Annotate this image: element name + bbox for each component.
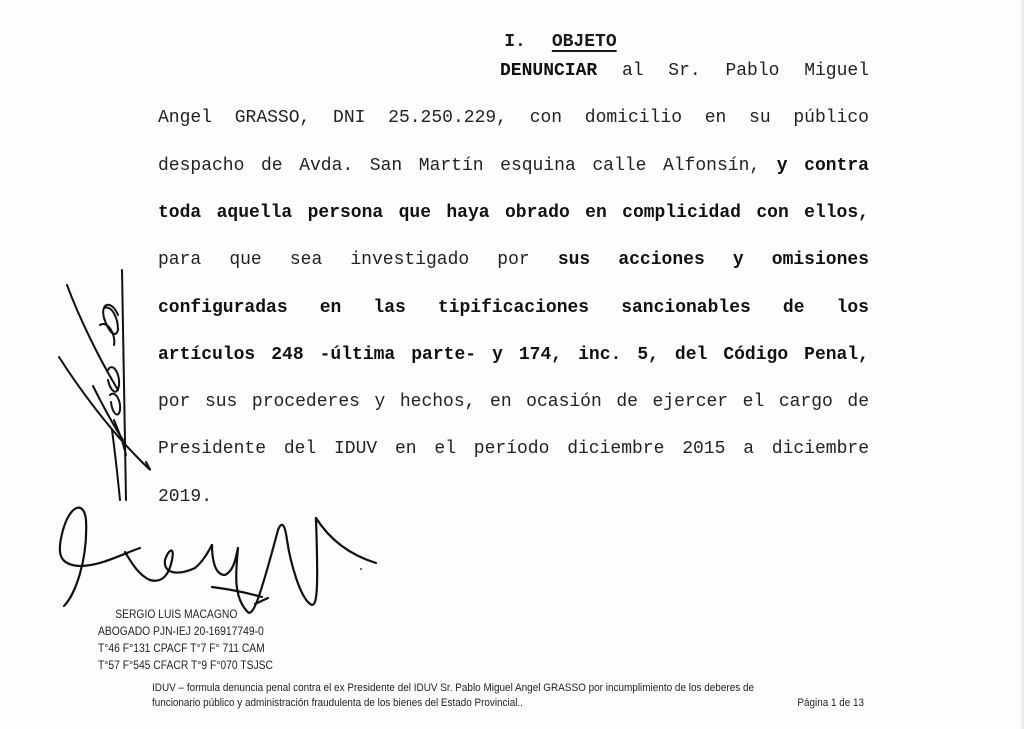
body-word: y — [492, 344, 503, 365]
body-word: procederes — [251, 392, 360, 413]
body-word: período — [473, 439, 550, 460]
body-word: con — [756, 202, 789, 223]
body-word: diciembre — [771, 439, 869, 460]
body-word: sancionables — [621, 297, 751, 318]
body-word: 174, — [518, 344, 563, 365]
body-word: su — [749, 108, 771, 129]
body-word: ellos, — [804, 202, 869, 223]
body-word: IDUV — [334, 439, 378, 460]
body-word: de — [616, 392, 638, 413]
body-word: al — [621, 61, 644, 81]
body-word: aquella — [216, 202, 293, 223]
body-word: y — [374, 392, 386, 413]
body-word: 2015 — [682, 439, 726, 460]
body-word: en — [319, 297, 342, 318]
body-word: DNI — [333, 108, 366, 129]
body-word: GRASSO, — [234, 108, 311, 129]
footer-description-line-2: funcionario público y administración fraudulenta de los bienes del Estado Provincial.. — [152, 697, 523, 709]
body-word: domicilio — [584, 108, 683, 129]
body-word: -última — [319, 344, 396, 365]
body-word: para — [158, 250, 202, 271]
body-word: en — [490, 392, 512, 413]
body-word: que — [229, 250, 262, 271]
body-word: obrado — [504, 202, 570, 223]
body-word: por — [497, 250, 530, 271]
body-word: que — [398, 202, 431, 223]
section-number: I. — [504, 32, 526, 52]
body-word: en — [585, 202, 607, 223]
body-word: ejercer — [652, 392, 729, 413]
section-title: OBJETO — [551, 32, 617, 52]
body-word: investigado — [350, 250, 470, 271]
body-word: complicidad — [622, 202, 741, 223]
body-word: Código — [723, 344, 789, 365]
body-word: Presidente — [158, 439, 267, 460]
body-word: Miguel — [804, 61, 869, 81]
body-word: las — [373, 297, 406, 318]
body-word: Penal, — [804, 344, 869, 365]
body-word: 248 — [271, 344, 304, 365]
page-number: Página 1 de 13 — [797, 697, 864, 709]
lawyer-credentials-2: T°57 F°545 CFACR T°9 F°070 TSJSC — [98, 658, 274, 672]
body-word: diciembre — [567, 439, 665, 460]
body-word: parte- — [411, 344, 477, 365]
body-word: 25.250.229, — [388, 108, 507, 129]
body-word: sus — [204, 392, 238, 413]
body-word: y — [776, 155, 788, 176]
lawyer-credentials-1: T°46 F°131 CPACF T°7 F° 711 CAM — [98, 641, 265, 655]
body-word: contra — [804, 155, 869, 176]
body-word: DENUNCIAR — [500, 61, 598, 81]
body-word: en — [395, 439, 417, 460]
body-word: Alfonsín, — [662, 155, 761, 176]
body-word: esquina — [500, 155, 576, 176]
body-word: Pablo — [725, 61, 780, 81]
body-word: San — [369, 155, 403, 176]
body-word: de — [261, 155, 283, 176]
lawyer-name: SERGIO LUIS MACAGNO — [115, 607, 238, 621]
body-word: despacho — [158, 155, 245, 176]
body-word: omisiones — [771, 250, 869, 271]
footer-description-line-1: IDUV – formula denuncia penal contra el ex Presidente del IDUV Sr. Pablo Miguel Angel GRASSO por incumplimiento de los deberes de — [152, 682, 755, 694]
signature-block — [98, 606, 273, 674]
body-word: del — [283, 439, 317, 460]
body-word: Martín — [418, 155, 484, 176]
body-word: de — [847, 392, 869, 413]
body-word: por — [158, 392, 191, 413]
body-word: el — [742, 392, 765, 413]
body-word: toda — [158, 202, 202, 223]
body-word: con — [529, 108, 563, 129]
body-word: hechos, — [399, 392, 476, 413]
body-word: 5, — [637, 344, 659, 365]
body-word: Angel — [158, 108, 213, 129]
body-word: inc. — [578, 344, 622, 365]
body-word: ocasión — [526, 392, 602, 413]
body-word: público — [793, 108, 869, 129]
body-word: tipificaciones — [437, 297, 590, 318]
body-word: sus — [557, 250, 591, 271]
page-footer — [152, 681, 866, 711]
body-word: a — [743, 439, 754, 460]
body-word: Sr. — [668, 61, 701, 81]
body-word: en — [704, 108, 727, 129]
body-word: artículos — [158, 344, 256, 365]
body-word: el — [434, 439, 456, 460]
body-word: del — [674, 344, 708, 365]
body-word: persona — [307, 202, 384, 223]
body-word: Avda. — [299, 155, 354, 176]
body-word: de — [782, 297, 805, 318]
body-word: calle — [592, 155, 647, 176]
body-word: y — [732, 250, 744, 271]
body-word: haya — [446, 202, 490, 223]
body-word: 2019. — [158, 486, 213, 507]
body-word: configuradas — [158, 297, 288, 318]
body-word: los — [836, 297, 869, 318]
lawyer-registration: ABOGADO PJN-IEJ 20-16917749-0 — [98, 624, 264, 638]
body-word: sea — [289, 250, 323, 271]
body-word: cargo — [778, 392, 833, 413]
body-word: acciones — [618, 250, 705, 271]
